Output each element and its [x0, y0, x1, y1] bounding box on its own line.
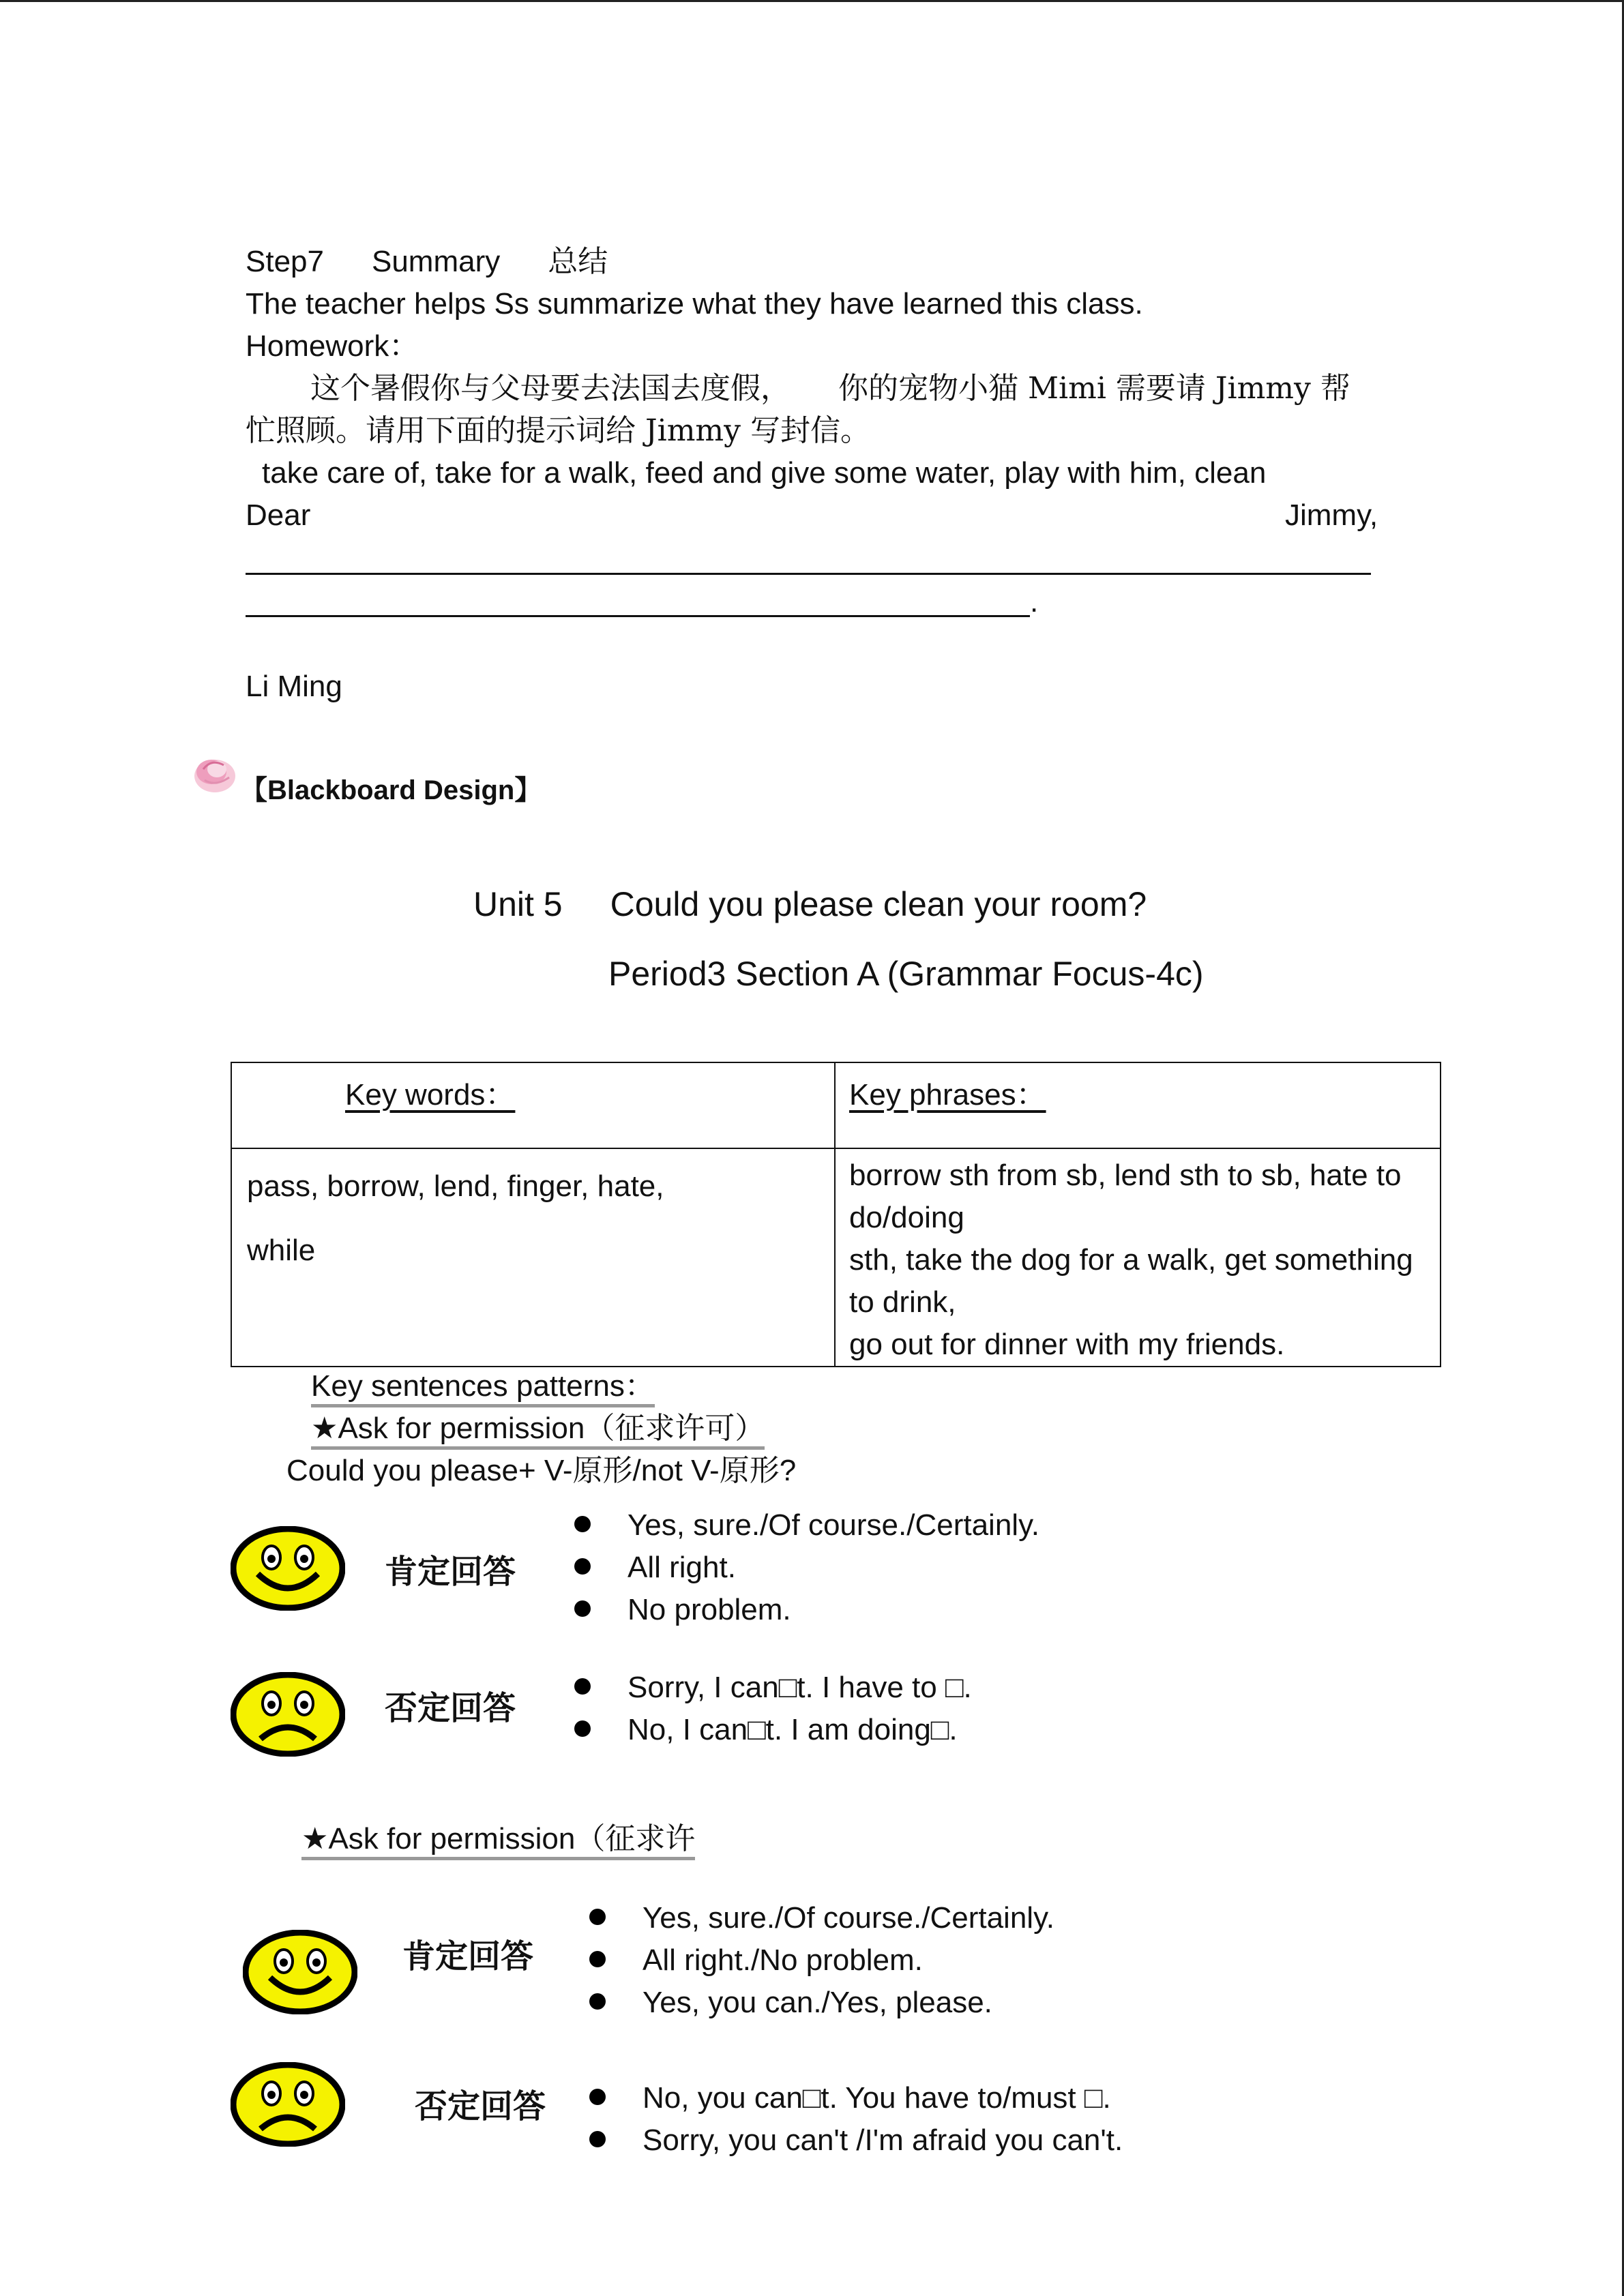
bullet-icon [574, 1720, 591, 1737]
summary-cn-label: 总结 [548, 244, 608, 279]
homework-cn-line2: 忙照顾。请用下面的提示词给 Jimmy 写封信。 [246, 413, 870, 448]
summary-label: Summary [371, 245, 501, 278]
list-item: Sorry, you can't /I'm afraid you can't. [589, 2122, 1123, 2159]
negative-answer-label: 否定回答 [415, 2087, 546, 2126]
list-item: Yes, sure./Of course./Certainly. [574, 1507, 1039, 1544]
bullet-icon [589, 1951, 606, 1967]
homework-cn-line1: 这个暑假你与父母要去法国去度假， 你的宠物小猫 Mimi 需要请 Jimmy 帮 [310, 371, 1350, 406]
sad-face-icon [231, 2062, 345, 2147]
list-item: Yes, sure./Of course./Certainly. [589, 1900, 1054, 1937]
key-words-cell: pass, borrow, lend, finger, hate, while [231, 1148, 835, 1367]
key-words-header-cell [231, 1062, 835, 1148]
bullet-icon [589, 1909, 606, 1925]
key-phrases-header-cell [835, 1062, 1441, 1148]
letter-end-mark: . [1030, 585, 1039, 618]
list-item: No problem. [574, 1592, 791, 1628]
letter-blank-line-2 [246, 615, 1030, 617]
key-words-header: Key words： [345, 1078, 516, 1112]
period-title: Period3 Section A (Grammar Focus-4c) [608, 955, 1204, 993]
bullet-icon [589, 1993, 606, 2010]
smiley-face-icon [231, 1526, 345, 1611]
list-item: Yes, you can./Yes, please. [589, 1984, 992, 2021]
homework-label: Homework： [246, 329, 419, 363]
bullet-icon [589, 2131, 606, 2147]
negative-answer-label: 否定回答 [385, 1689, 516, 1727]
letter-blank-line-1 [246, 573, 1371, 575]
unit-title: Unit 5 Could you please clean your room? [473, 885, 1147, 923]
summary-text: The teacher helps Ss summarize what they have learned this class. [246, 287, 1143, 320]
letter-dear: Dear [246, 498, 311, 532]
pink-rose-icon [191, 749, 239, 796]
letter-recipient: Jimmy, [1285, 498, 1378, 532]
sad-face-icon [231, 1672, 345, 1757]
smiley-face-icon [243, 1930, 357, 2014]
positive-answer-label: 肯定回答 [385, 1553, 516, 1591]
step7-heading [246, 243, 608, 280]
bullet-icon [574, 1516, 591, 1532]
bullet-icon [589, 2089, 606, 2105]
page-top-border [0, 0, 1624, 2]
letter-signature: Li Ming [246, 670, 342, 703]
bullet-icon [574, 1558, 591, 1575]
list-item: All right. [574, 1549, 736, 1586]
list-item: All right./No problem. [589, 1942, 923, 1979]
pattern-structure: Could you please+ V-原形/not V-原形? [286, 1454, 797, 1487]
key-words-table [231, 1062, 1441, 1367]
positive-answer-label: 肯定回答 [402, 1937, 534, 1976]
table-content-row [231, 1148, 1441, 1367]
bullet-icon [574, 1678, 591, 1695]
ask-permission-heading-1: ★Ask for permission（征求许可） [311, 1410, 765, 1447]
blackboard-heading: 【Blackboard Design】 [240, 775, 542, 805]
key-phrases-header: Key phrases： [849, 1078, 1046, 1112]
patterns-heading: Key sentences patterns： [311, 1368, 655, 1405]
step-label: Step7 [246, 245, 324, 278]
list-item: Sorry, I can□t. I have to □. [574, 1669, 972, 1706]
ask-permission-heading-2: ★Ask for permission（征求许 [301, 1821, 695, 1858]
list-item: No, I can□t. I am doing□. [574, 1712, 958, 1748]
list-item: No, you can□t. You have to/must □. [589, 2080, 1111, 2117]
table-header-row [231, 1062, 1441, 1148]
key-phrases-cell: borrow sth from sb, lend sth to sb, hate to do/doing sth, take the dog for a walk, get something to drink, go out for dinner with my friends. [835, 1148, 1441, 1367]
hint-words: take care of, take for a walk, feed and give some water, play with him, clean [262, 456, 1267, 490]
bullet-icon [574, 1600, 591, 1617]
